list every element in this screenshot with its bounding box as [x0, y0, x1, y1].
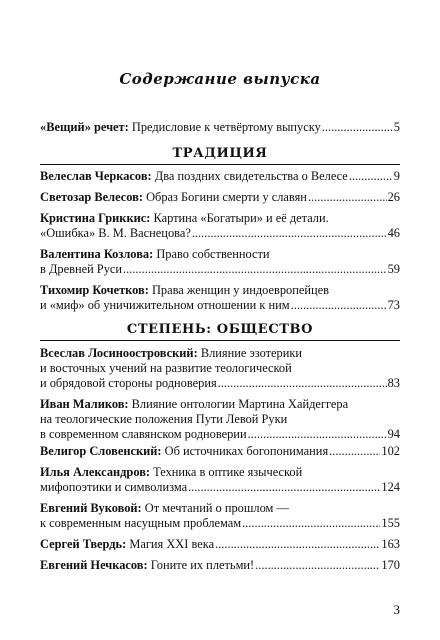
- entry-title: «Ошибка» В. М. Васнецова?: [40, 226, 191, 240]
- entry-author: Всеслав Лосиноостровский:: [40, 346, 198, 360]
- entry-page: 124: [381, 480, 400, 494]
- entry-title: и обрядовой стороны родноверия: [40, 376, 217, 390]
- entry-title: к современным насущным проблемам: [40, 516, 242, 530]
- entry-author: Велигор Словенский:: [40, 444, 162, 458]
- entry-author: Светозар Велесов:: [40, 190, 143, 204]
- entry-page: 73: [387, 298, 400, 312]
- entry-title: Гоните их плетьми!: [150, 558, 255, 572]
- entry-title: Предисловие к четвёртому выпуску: [131, 120, 321, 134]
- entry-author: Иван Маликов:: [40, 397, 129, 411]
- page-title: Содержание выпуска: [119, 70, 321, 88]
- entry-title: Магия XXI века: [129, 537, 215, 551]
- toc-entry[interactable]: [40, 283, 400, 313]
- entry-page: 46: [387, 226, 400, 240]
- toc-entry[interactable]: [40, 346, 400, 391]
- entry-author: Велеслав Черкасов:: [40, 169, 152, 183]
- entry-title: и восточных учений на развитие теологической: [40, 361, 292, 375]
- dot-leader: [308, 190, 387, 205]
- entry-page: 5: [393, 120, 400, 134]
- dot-leader: [123, 262, 387, 277]
- dot-leader: [215, 537, 380, 552]
- page-number: 3: [393, 602, 400, 617]
- toc-entry[interactable]: [40, 444, 400, 459]
- entry-page: 163: [381, 537, 400, 551]
- entry-page: 83: [387, 376, 400, 390]
- dot-leader: [242, 516, 380, 531]
- entry-author: Евгений Вуковой:: [40, 501, 142, 515]
- section-rule: [40, 164, 400, 165]
- toc-entry[interactable]: [40, 558, 400, 573]
- dot-leader: [291, 298, 387, 313]
- toc-entry[interactable]: [40, 211, 400, 241]
- entry-page: 94: [387, 427, 400, 441]
- dot-leader: [255, 558, 380, 573]
- dot-leader: [349, 169, 393, 184]
- entry-author: «Вещий» речет:: [40, 120, 129, 134]
- entry-page: 170: [381, 558, 400, 572]
- entry-title: мифопоэтики и символизма: [40, 480, 188, 494]
- dot-leader: [322, 120, 393, 135]
- entry-title: Техника в оптике языческой: [153, 465, 303, 479]
- entry-title: в современном славянском родноверии: [40, 427, 247, 441]
- entry-title: Образ Богини смерти у славян: [146, 190, 307, 204]
- entry-title: Влияние эзотерики: [200, 346, 303, 360]
- entry-page: 26: [387, 190, 400, 204]
- entry-title: в Древней Руси: [40, 262, 123, 276]
- entry-page: 59: [387, 262, 400, 276]
- toc-entry[interactable]: [40, 397, 400, 442]
- section-heading-tradition: ТРАДИЦИЯ: [172, 146, 268, 161]
- entry-author: Валентина Козлова:: [40, 247, 154, 261]
- entry-author: Тихомир Кочетков:: [40, 283, 149, 297]
- section-rule: [40, 340, 400, 341]
- entry-author: Сергей Твердь:: [40, 537, 127, 551]
- dot-leader: [248, 427, 387, 442]
- entry-author: Евгений Нечкасов:: [40, 558, 148, 572]
- dot-leader: [329, 444, 380, 459]
- entry-author: Кристина Гриккис:: [40, 211, 151, 225]
- section-heading-society: СТЕПЕНЬ: ОБЩЕСТВО: [126, 322, 314, 337]
- toc-entry[interactable]: [40, 169, 400, 184]
- entry-title: Два поздних свидетельства о Велесе: [154, 169, 348, 183]
- entry-author: Илья Александров:: [40, 465, 151, 479]
- entry-title: Картина «Богатыри» и её детали.: [153, 211, 329, 225]
- entry-page: 102: [381, 444, 400, 458]
- entry-title: От мечтаний о прошлом —: [144, 501, 289, 515]
- toc-entry[interactable]: [40, 190, 400, 205]
- entry-title: на теологические положения Пути Левой Руки: [40, 412, 288, 426]
- entry-title: Права женщин у индоевропейцев: [151, 283, 329, 297]
- entry-page: 155: [381, 516, 400, 530]
- entry-title: и «миф» об уничижительном отношении к ним: [40, 298, 290, 312]
- dot-leader: [218, 376, 387, 391]
- dot-leader: [192, 226, 387, 241]
- toc-entry-intro[interactable]: [40, 120, 400, 135]
- entry-title: Об источниках богопонимания: [164, 444, 329, 458]
- toc-entry[interactable]: [40, 465, 400, 495]
- entry-page: 9: [393, 169, 400, 183]
- dot-leader: [188, 480, 380, 495]
- toc-entry[interactable]: [40, 501, 400, 531]
- entry-title: Право собственности: [156, 247, 270, 261]
- toc-entry[interactable]: [40, 537, 400, 552]
- entry-title: Влияние онтологии Мартина Хайдеггера: [131, 397, 349, 411]
- toc-entry[interactable]: [40, 247, 400, 277]
